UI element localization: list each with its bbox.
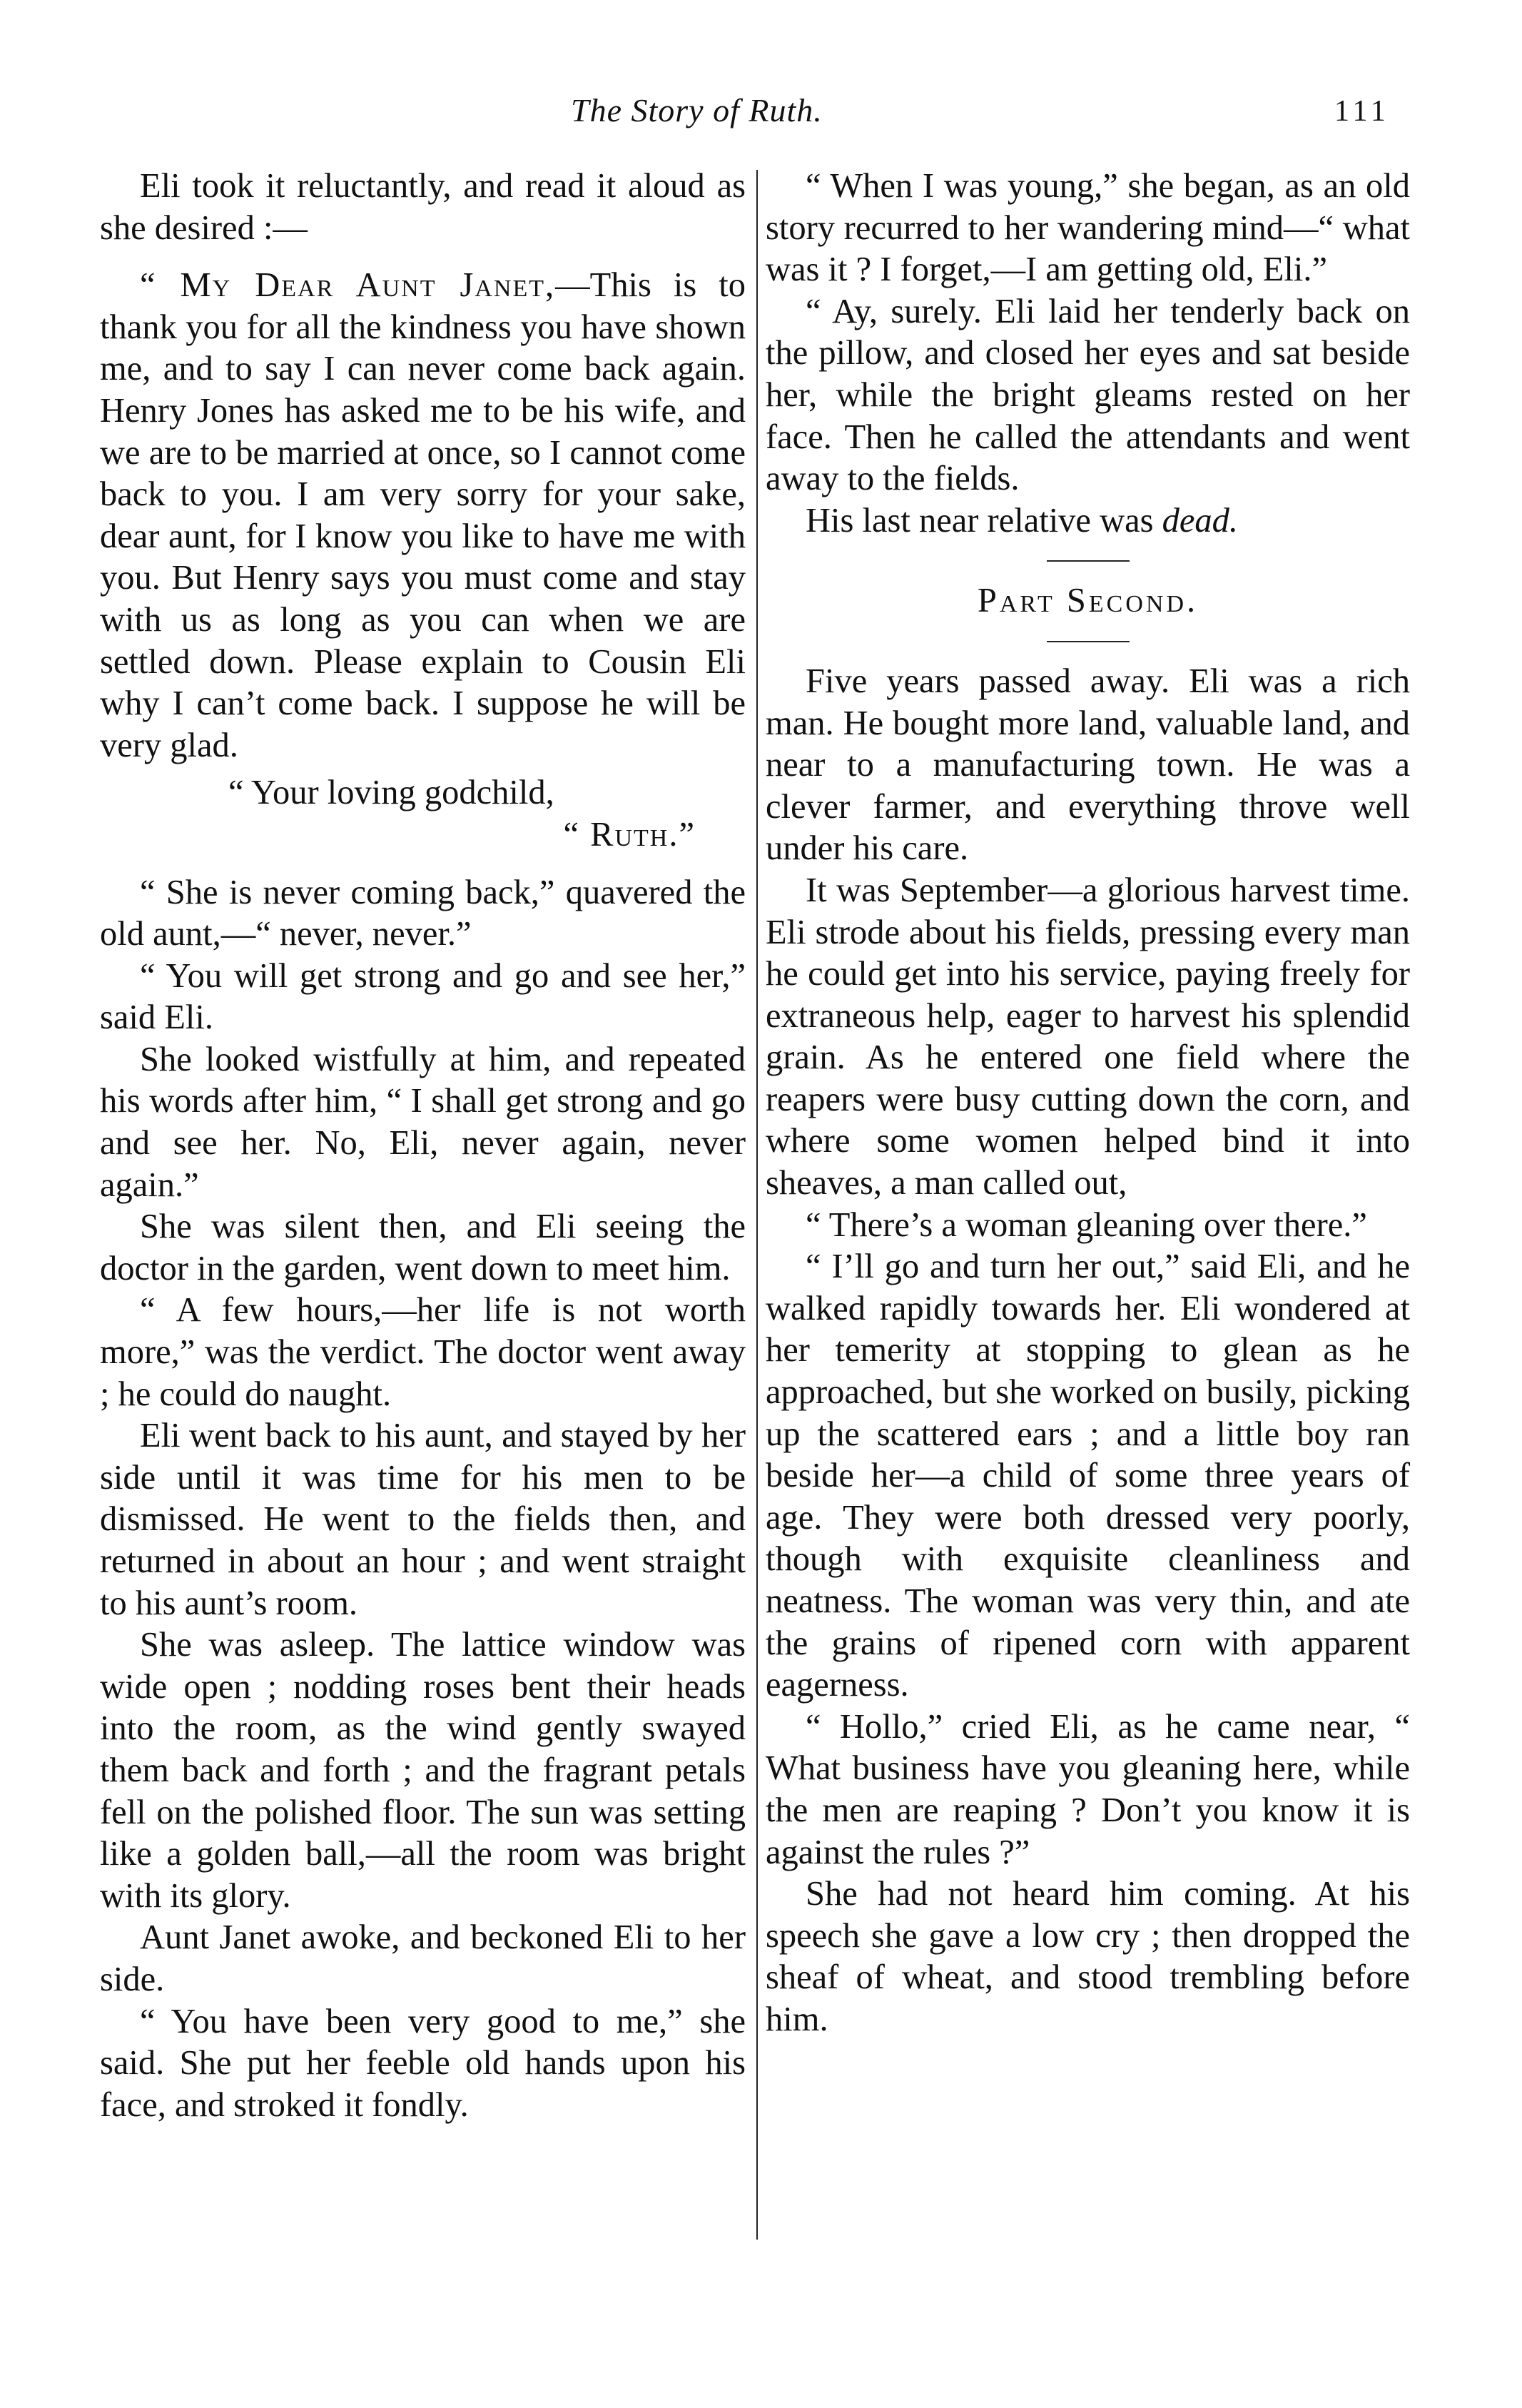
paragraph: “ There’s a woman gleaning over there.” xyxy=(806,1205,1367,1244)
paragraph: She was silent then, and Eli seeing the doctor in the garden, went down to meet him. xyxy=(100,1208,746,1288)
paragraph: Eli took it reluctantly, and read it aloud as she desired :— xyxy=(100,167,746,247)
right-column xyxy=(766,166,1410,2041)
letter-salutation: “ My Dear Aunt Janet, xyxy=(140,266,556,305)
paragraph-text: His last near relative was xyxy=(806,501,1162,540)
paragraph: “ Ay, surely. Eli laid her tenderly back on the pillow, and closed her eyes and sat beside her, while the bright gleams rested on her face. Then he called the attendants and went away to the fields. xyxy=(766,292,1410,498)
running-header xyxy=(0,91,1522,141)
letter-opening xyxy=(100,265,746,767)
running-title: The Story of Ruth. xyxy=(571,92,823,128)
emphasis-text: dead. xyxy=(1162,501,1239,540)
paragraph: Five years passed away. Eli was a rich man. He bought more land, valuable land, and near to a manufacturing town. He was a clever farmer, and everything throve well under his care. xyxy=(766,662,1410,868)
paragraph: “ Hollo,” cried Eli, as he came near, “ What business have you gleaning here, while the men are reaping ? Don’t you know it is against the rules ?” xyxy=(766,1707,1410,1871)
paragraph: “ A few hours,—her life is not worth more,” was the verdict. The doctor went away ; he could do naught. xyxy=(100,1291,746,1413)
letter-body: —This is to thank you for all the kindness you have shown me, and to say I can never come back again. Henry Jones has asked me to be his wife, and we are to be married at once, so I cannot come back to you. I am very sorry for your sake, dear aunt, for I know you like to have me with you. But Henry says you must come and stay with us as long as you can when we are settled down. Please explain to Cousin Eli why I can’t come back. I suppose he will be very glad. xyxy=(100,266,746,764)
letter-closing: “ Your loving godchild, xyxy=(228,774,554,812)
section-rule-bottom xyxy=(1047,641,1130,642)
paragraph: “ You have been very good to me,” she said. She put her feeble old hands upon his face, and stroked it fondly. xyxy=(100,2002,746,2124)
paragraph: “ She is never coming back,” quavered the old aunt,—“ never, never.” xyxy=(100,873,746,953)
paragraph: She was asleep. The lattice window was wide open ; nodding roses bent their heads into the room, as the wind gently swayed them back and forth ; and the fragrant petals fell on the polished floor. The sun was setting like a golden ball,—all the room was bright with its glory. xyxy=(100,1626,746,1915)
paragraph: She had not heard him coming. At his speech she gave a low cry ; then dropped the sheaf of wheat, and stood trembling before him. xyxy=(766,1875,1410,2038)
column-divider xyxy=(756,170,758,2240)
page-number: 111 xyxy=(1334,95,1390,128)
paragraph xyxy=(766,500,1410,542)
paragraph: “ You will get strong and go and see her,” said Eli. xyxy=(100,956,746,1037)
left-column xyxy=(100,166,746,2126)
paragraph: “ When I was young,” she began, as an old story recurred to her wandering mind—“ what was it ? I forget,—I am getting old, Eli.” xyxy=(766,167,1410,289)
paragraph: It was September—a glorious harvest time. Eli strode about his fields, pressing every man he could get into his service, paying freely for extraneous help, eager to harvest his splendid grain. As he entered one field where the reapers were busy cutting down the corn, and where some women helped bind it into sheaves, a man called out, xyxy=(766,871,1410,1203)
paragraph: Eli went back to his aunt, and stayed by her side until it was time for his men to be dismissed. He went to the fields then, and returned in about an hour ; and went straight to his aunt’s room. xyxy=(100,1417,746,1622)
paragraph: She looked wistfully at him, and repeated his words after him, “ I shall get strong and go and see her. No, Eli, never again, never again.” xyxy=(100,1040,746,1204)
section-heading: Part Second. xyxy=(977,582,1199,620)
letter-signature: “ Ruth.” xyxy=(563,815,696,854)
paragraph: Aunt Janet awoke, and beckoned Eli to her side. xyxy=(100,1918,746,1998)
section-rule-top xyxy=(1047,560,1130,562)
paragraph: “ I’ll go and turn her out,” said Eli, and he walked rapidly towards her. Eli wondered at her temerity at stopping to glean as he approached, but she worked on busily, picking up the scattered ears ; and a little boy ran beside her—a child of some three years of age. They were both dressed very poorly, though with exquisite cleanliness and neatness. The woman was very thin, and ate the grains of ripened corn with apparent eagerness. xyxy=(766,1248,1410,1704)
